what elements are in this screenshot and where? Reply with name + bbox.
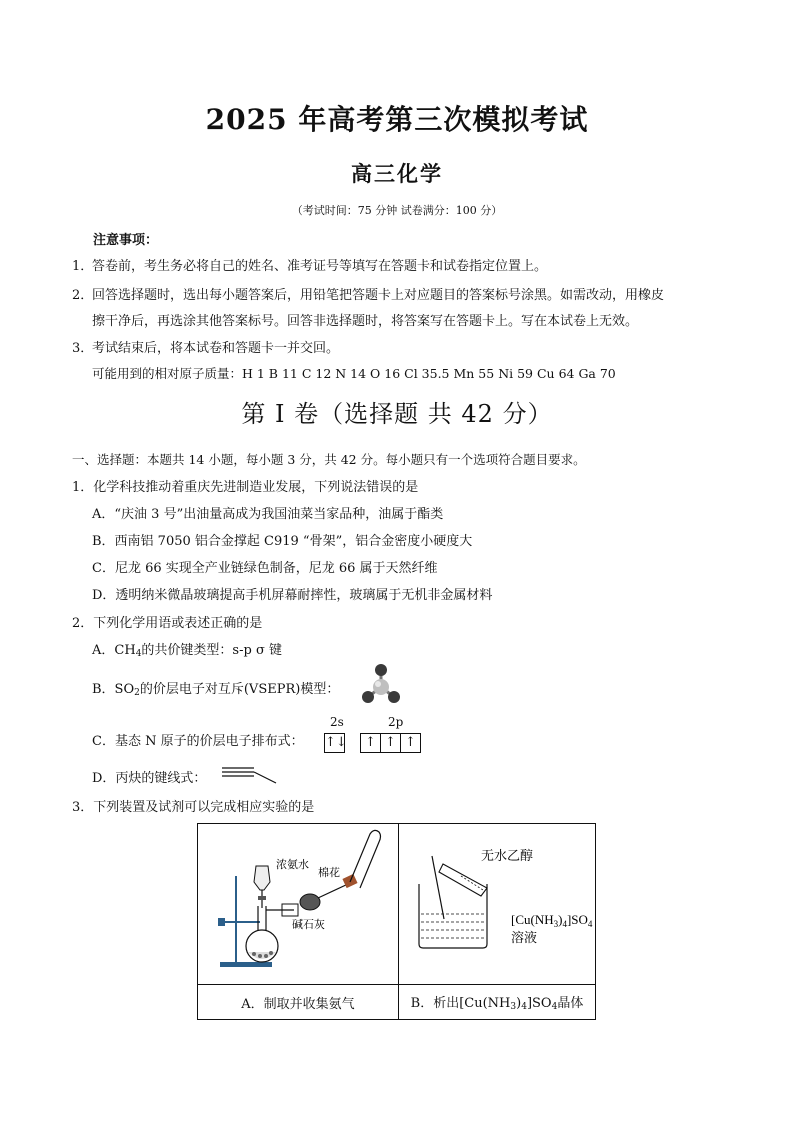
label-anhydrous-ethanol: 无水乙醇	[481, 848, 534, 863]
notice-heading: 注意事项：	[93, 233, 159, 248]
orbital-2s-electrons: ↑↓	[325, 735, 347, 750]
exam-info: （考试时间：75 分钟 试卷满分：100 分）	[291, 204, 503, 217]
caption-b: B．析出$[Cu(NH_3)_4]SO_4$晶体	[399, 985, 596, 1020]
notice-num-2: 2．	[72, 288, 94, 303]
q1-option-a: A．“庆油 3 号”出油量高成为我国油菜当家品种，油属于酯类	[92, 507, 444, 522]
notice-item-1: 答卷前，考生务必将自己的姓名、准考证号等填写在答题卡和试卷指定位置上。	[92, 259, 548, 274]
label-soda-lime: 碱石灰	[292, 919, 325, 931]
label-cotton: 棉花	[318, 867, 340, 879]
q1-option-c: C．尼龙 66 实现全产业链绿色制备，尼龙 66 属于天然纤维	[92, 561, 438, 576]
q2-stem: 2．下列化学用语或表述正确的是	[72, 616, 263, 631]
q2-option-a: A．$CH_4$的共价键类型：s-p σ 键	[92, 643, 282, 659]
caption-a: A．制取并收集氨气	[198, 985, 399, 1020]
ammonia-apparatus-image	[198, 824, 398, 984]
orbital-label-2s: 2s	[330, 715, 344, 729]
exam-subtitle: 高三化学	[351, 161, 443, 186]
label-conc-ammonia: 浓氨水	[276, 859, 309, 871]
q1-stem: 1．化学科技推动着重庆先进制造业发展，下列说法错误的是	[72, 480, 419, 495]
q2-option-b: B．$SO_2$的价层电子对互斥(VSEPR)模型：	[92, 682, 340, 698]
apparatus-a-cell	[198, 824, 399, 985]
q3-stem: 3．下列装置及试剂可以完成相应实验的是	[72, 800, 315, 815]
atomic-masses: 可能用到的相对原子质量：H 1 B 11 C 12 N 14 O 16 Cl 35.5 Mn 55 Ni 59 Cu 64 Ga 70	[92, 366, 616, 381]
experiment-table	[197, 823, 596, 1020]
apparatus-b-cell	[399, 824, 596, 985]
notice-num-1: 1．	[72, 259, 94, 274]
label-complex-solution: $[Cu(NH_3)_4]SO_4$	[511, 912, 593, 929]
q1-option-d: D．透明纳米微晶玻璃提高手机屏幕耐摔性，玻璃属于无机非金属材料	[92, 588, 493, 603]
crystallization-apparatus-image	[399, 824, 595, 984]
notice-num-3: 3．	[72, 341, 94, 356]
orbital-box-2s	[324, 733, 345, 753]
section-instruction: 一、选择题：本题共 14 小题，每小题 3 分，共 42 分。每小题只有一个选项符合题目要求。	[72, 452, 586, 467]
section-title: 第 I 卷（选择题 共 42 分）	[241, 400, 553, 428]
q2-option-d: D．丙炔的键线式：	[92, 771, 207, 786]
orbital-2p-electron-1: ↑	[361, 734, 381, 752]
orbital-2p-electron-2: ↑	[381, 734, 401, 752]
vsepr-model-image	[360, 663, 414, 705]
notice-item-2-cont: 擦干净后，再选涂其他答案标号。回答非选择题时，将答案写在答题卡上。写在本试卷上无效。	[92, 314, 639, 329]
notice-item-2: 回答选择题时，选出每小题答案后，用铅笔把答题卡上对应题目的答案标号涂黑。如需改动，用橡皮	[92, 288, 665, 303]
propyne-line-formula	[220, 764, 280, 786]
notice-item-3: 考试结束后，将本试卷和答题卡一并交回。	[92, 341, 340, 356]
orbital-label-2p: 2p	[388, 715, 404, 729]
exam-title: 2025 年高考第三次模拟考试	[205, 103, 589, 136]
q1-option-b: B．西南铝 7050 铝合金撑起 C919 “骨架”，铝合金密度小硬度大	[92, 534, 473, 549]
q2-option-c: C．基态 N 原子的价层电子排布式：	[92, 734, 304, 749]
label-solution: 溶液	[511, 930, 538, 945]
orbital-box-2p	[360, 733, 421, 753]
orbital-2p-electron-3: ↑	[405, 735, 416, 750]
